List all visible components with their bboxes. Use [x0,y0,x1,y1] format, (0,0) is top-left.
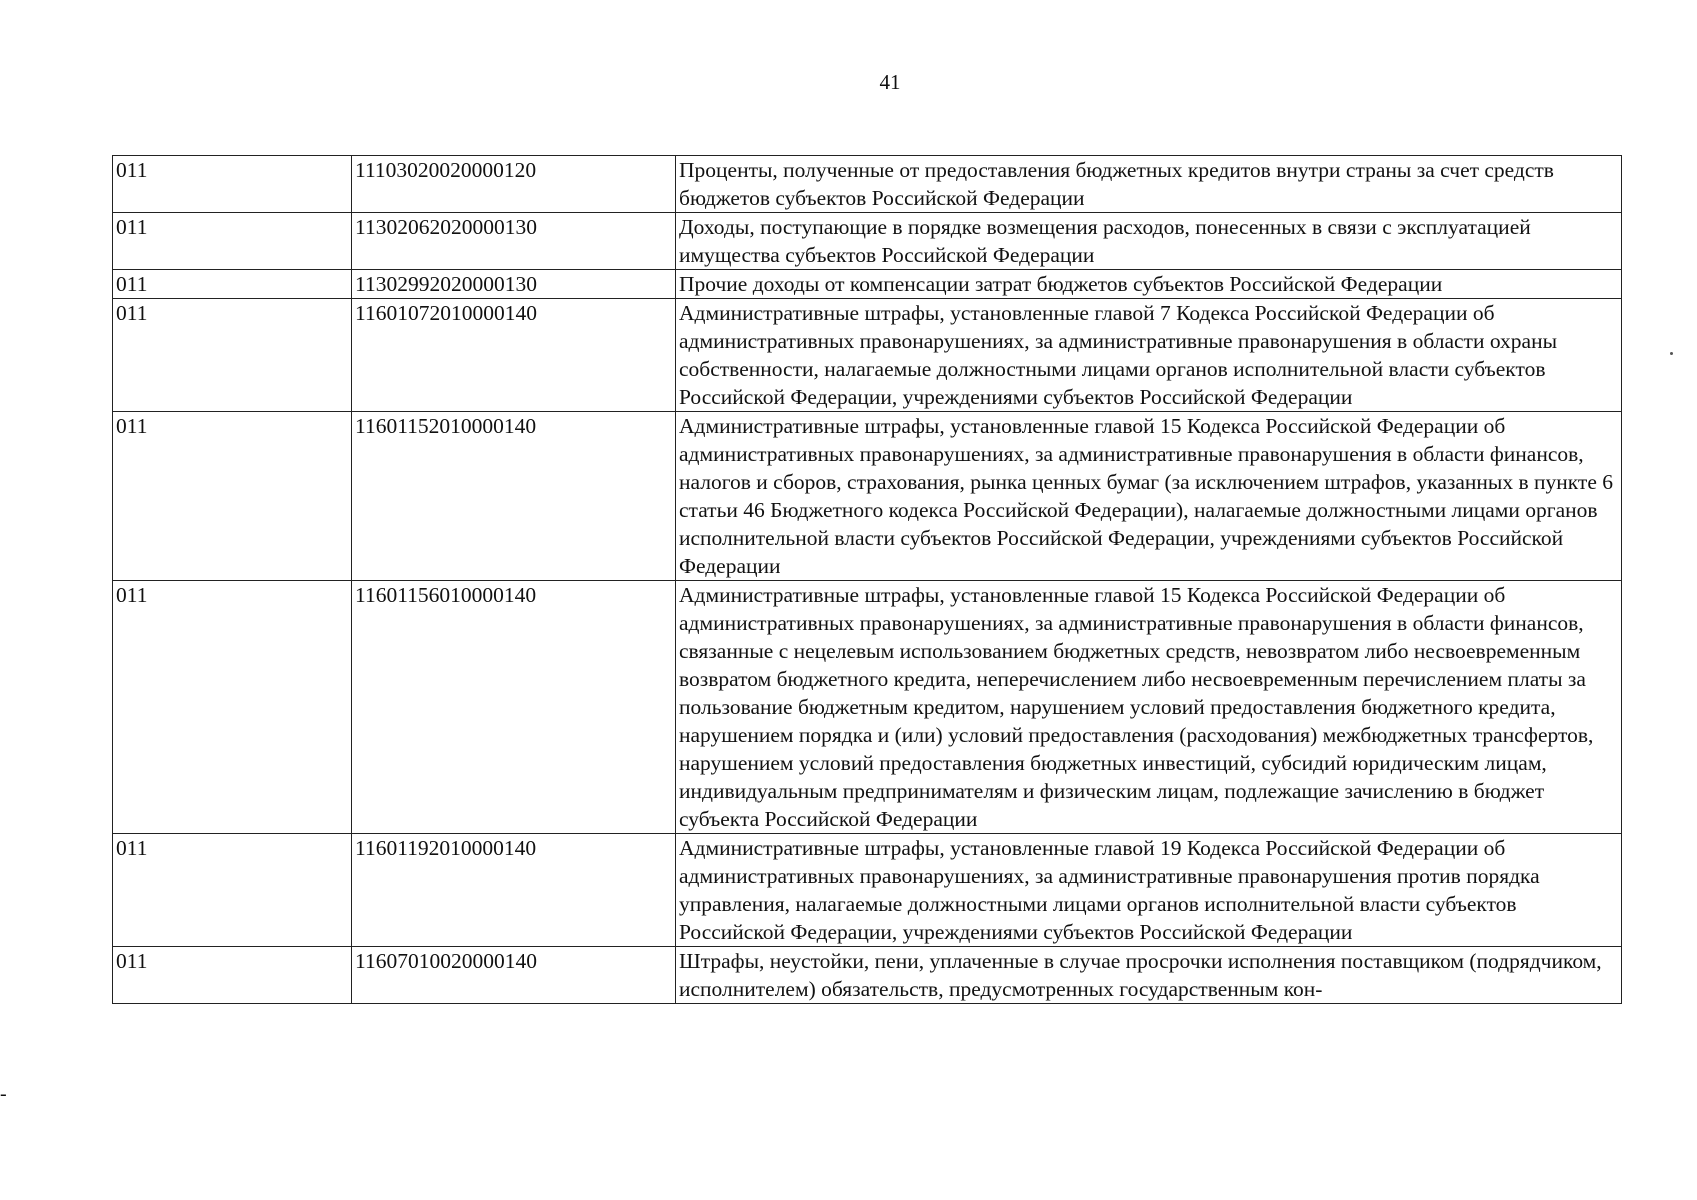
table-row [113,270,1622,299]
scan-speck [1670,352,1673,355]
kbk-code-cell: 11302992020000130 [352,270,676,299]
table-row [113,834,1622,947]
kbk-code-cell: 11103020020000120 [352,156,676,213]
admin-code-cell: 011 [113,412,352,581]
admin-code-cell: 011 [113,270,352,299]
table-row [113,581,1622,834]
admin-code-cell: 011 [113,947,352,1004]
kbk-code-cell: 11601152010000140 [352,412,676,581]
description-cell: Административные штрафы, установленные главой 7 Кодекса Российской Федерации об административных правонарушениях, за административные правонарушения в области охраны собственности, налагаемые должностными лицами органов исполнительной власти субъектов Российской Федерации, учреждениями субъектов Российской Федерации [676,299,1622,412]
table-row [113,412,1622,581]
admin-code-cell: 011 [113,834,352,947]
admin-code-cell: 011 [113,213,352,270]
kbk-code-cell: 11607010020000140 [352,947,676,1004]
kbk-code-cell: 11601072010000140 [352,299,676,412]
margin-mark: - [0,1083,7,1105]
description-cell: Административные штрафы, установленные главой 19 Кодекса Российской Федерации об административных правонарушениях, за административные правонарушения против порядка управления, налагаемые должностными лицами органов исполнительной власти субъектов Российской Федерации, учреждениями субъектов Российской Федерации [676,834,1622,947]
budget-codes-table [112,155,1622,1004]
description-cell: Штрафы, неустойки, пени, уплаченные в случае просрочки исполнения поставщиком (подрядчиком, исполнителем) обязательств, предусмотренных государственным кон- [676,947,1622,1004]
table-row [113,947,1622,1004]
description-cell: Административные штрафы, установленные главой 15 Кодекса Российской Федерации об административных правонарушениях, за административные правонарушения в области финансов, налогов и сборов, страхования, рынка ценных бумаг (за исключением штрафов, указанных в пункте 6 статьи 46 Бюджетного кодекса Российской Федерации), налагаемые должностными лицами органов исполнительной власти субъектов Российской Федерации, учреждениями субъектов Российской Федерации [676,412,1622,581]
description-cell: Проценты, полученные от предоставления бюджетных кредитов внутри страны за счет средств бюджетов субъектов Российской Федерации [676,156,1622,213]
kbk-code-cell: 11601192010000140 [352,834,676,947]
description-cell: Прочие доходы от компенсации затрат бюджетов субъектов Российской Федерации [676,270,1622,299]
table-row [113,213,1622,270]
kbk-code-cell: 11302062020000130 [352,213,676,270]
description-cell: Доходы, поступающие в порядке возмещения расходов, понесенных в связи с эксплуатацией имущества субъектов Российской Федерации [676,213,1622,270]
kbk-code-cell: 11601156010000140 [352,581,676,834]
admin-code-cell: 011 [113,581,352,834]
page-number: 41 [879,70,901,94]
table-row [113,299,1622,412]
table-row [113,156,1622,213]
description-cell: Административные штрафы, установленные главой 15 Кодекса Российской Федерации об административных правонарушениях, за административные правонарушения в области финансов, связанные с нецелевым использованием бюджетных средств, невозвратом либо несвоевременным возвратом бюджетного кредита, неперечислением либо несвоевременным перечислением платы за пользование бюджетным кредитом, нарушением условий предоставления бюджетного кредита, нарушением порядка и (или) условий предоставления (расходования) межбюджетных трансфертов, нарушением условий предоставления бюджетных инвестиций, субсидий юридическим лицам, индивидуальным предпринимателям и физическим лицам, подлежащие зачислению в бюджет субъекта Российской Федерации [676,581,1622,834]
admin-code-cell: 011 [113,299,352,412]
admin-code-cell: 011 [113,156,352,213]
